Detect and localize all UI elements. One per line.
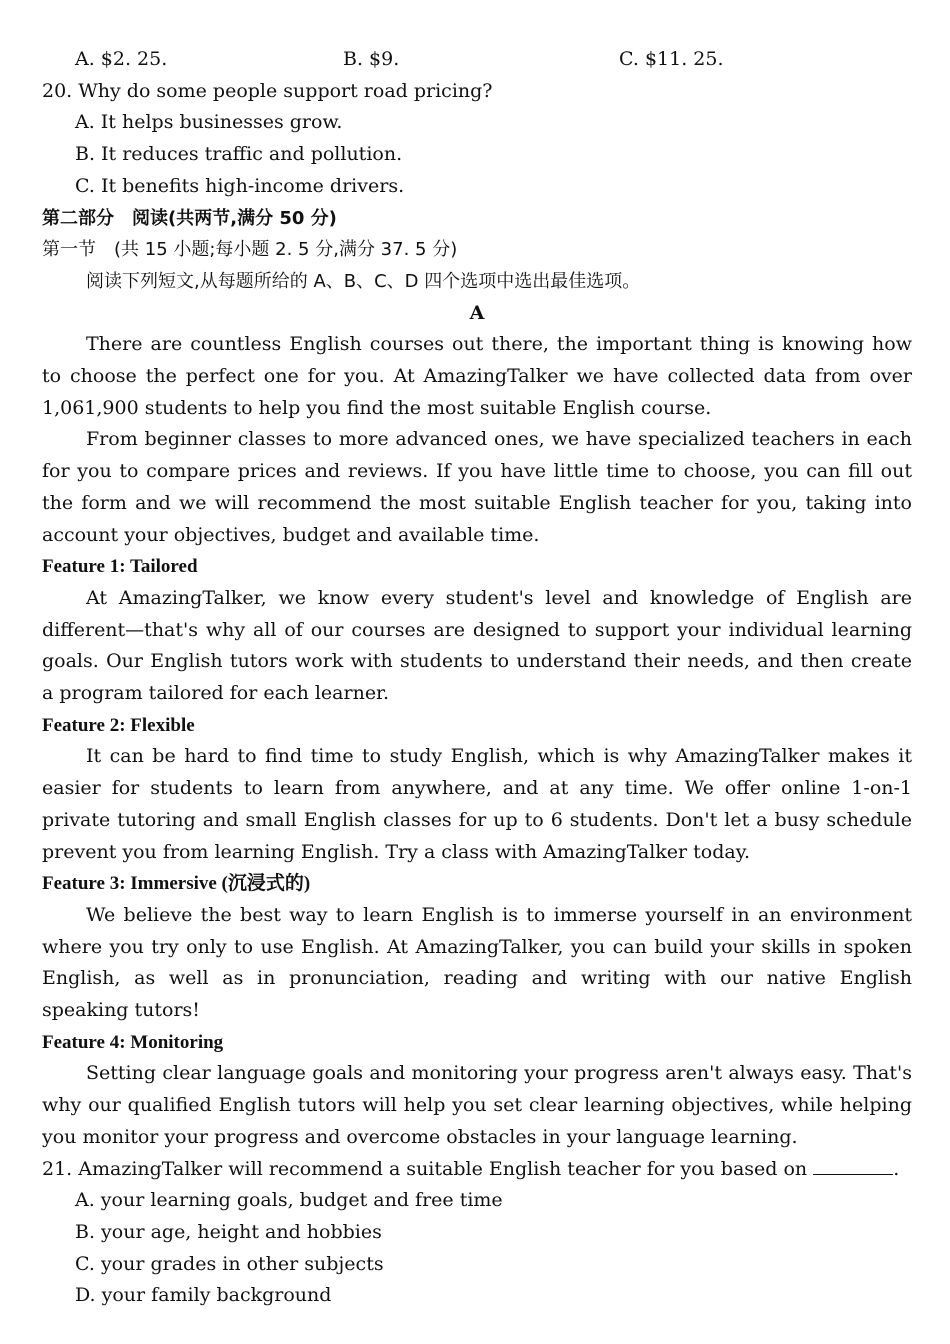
q21-option-c: C. your grades in other subjects — [75, 1252, 384, 1275]
q21-stem: 21. AmazingTalker will recommend a suitable English teacher for you based on — [42, 1157, 808, 1180]
feature-1-text: At AmazingTalker, we know every student's level and knowledge of English are different—that's why all of our courses are designed to support your individual learning goals. Our English tutors work with students to understand their needs, and then create a program tailored for each learner. — [42, 586, 912, 705]
q21-answer-blank — [813, 1158, 893, 1175]
passage-label: A — [469, 301, 485, 324]
q21-stem-end: . — [893, 1157, 900, 1180]
q21-option-d: D. your family background — [75, 1284, 332, 1307]
q19-option-a: A. $2. 25. — [75, 48, 168, 70]
q20-option-c: C. It benefits high-income drivers. — [75, 174, 405, 197]
feature-4-heading: Feature 4: Monitoring — [42, 1031, 224, 1053]
q21-stem-line — [42, 1154, 912, 1186]
feature-2-heading: Feature 2: Flexible — [42, 714, 195, 736]
q20-option-a: A. It helps businesses grow. — [75, 111, 343, 134]
passage-paragraph-2: From beginner classes to more advanced ones, we have specialized teachers in each for you to compare prices and reviews. If you have little time to choose, you can fill out the form and we will recommend the most suitable English teacher for you, taking into account your objectives, budget and available time. — [42, 428, 912, 546]
q21-option-a: A. your learning goals, budget and free time — [75, 1189, 503, 1212]
part2-title: 第二部分 阅读(共两节,满分 50 分) — [42, 207, 337, 229]
feature-4-text: Setting clear language goals and monitoring your progress aren't always easy. That's why our qualified English tutors will help you set clear learning objectives, while helping you monitor your progress and overcome obstacles in your language learning. — [42, 1062, 912, 1148]
q19-option-b: B. $9. — [343, 48, 400, 70]
q19-options-row — [42, 44, 912, 76]
passage-paragraph-1: There are countless English courses out there, the important thing is knowing how to choose the perfect one for you. At AmazingTalker we have collected data from over 1,061,900 students to help you find the most suitable English course. — [42, 333, 912, 419]
q20-stem: 20. Why do some people support road pricing? — [42, 79, 493, 102]
reading-instructions: 阅读下列短文,从每题所给的 A、B、C、D 四个选项中选出最佳选项。 — [86, 270, 641, 292]
feature-3-heading: Feature 3: Immersive (沉浸式的) — [42, 873, 311, 895]
feature-1-heading: Feature 1: Tailored — [42, 556, 198, 578]
feature-3-text: We believe the best way to learn English is to immerse yourself in an environment where you try only to use English. At AmazingTalker, you can build your skills in spoken English, as well as in pronunciation, reading and writing with our native English speaking tutors! — [42, 903, 912, 1022]
section1-title: 第一节 (共 15 小题;每小题 2. 5 分,满分 37. 5 分) — [42, 239, 458, 261]
q21-option-b: B. your age, height and hobbies — [75, 1221, 382, 1243]
q20-option-b: B. It reduces traffic and pollution. — [75, 143, 403, 166]
feature-2-text: It can be hard to find time to study English, which is why AmazingTalker makes it easier for students to learn from anywhere, and at any time. We offer online 1-on-1 private tutoring and small English classes for up to 6 students. Don't let a busy schedule prevent you from learning English. Try a class with AmazingTalker today. — [42, 745, 912, 863]
q19-option-c: C. $11. 25. — [619, 48, 724, 70]
